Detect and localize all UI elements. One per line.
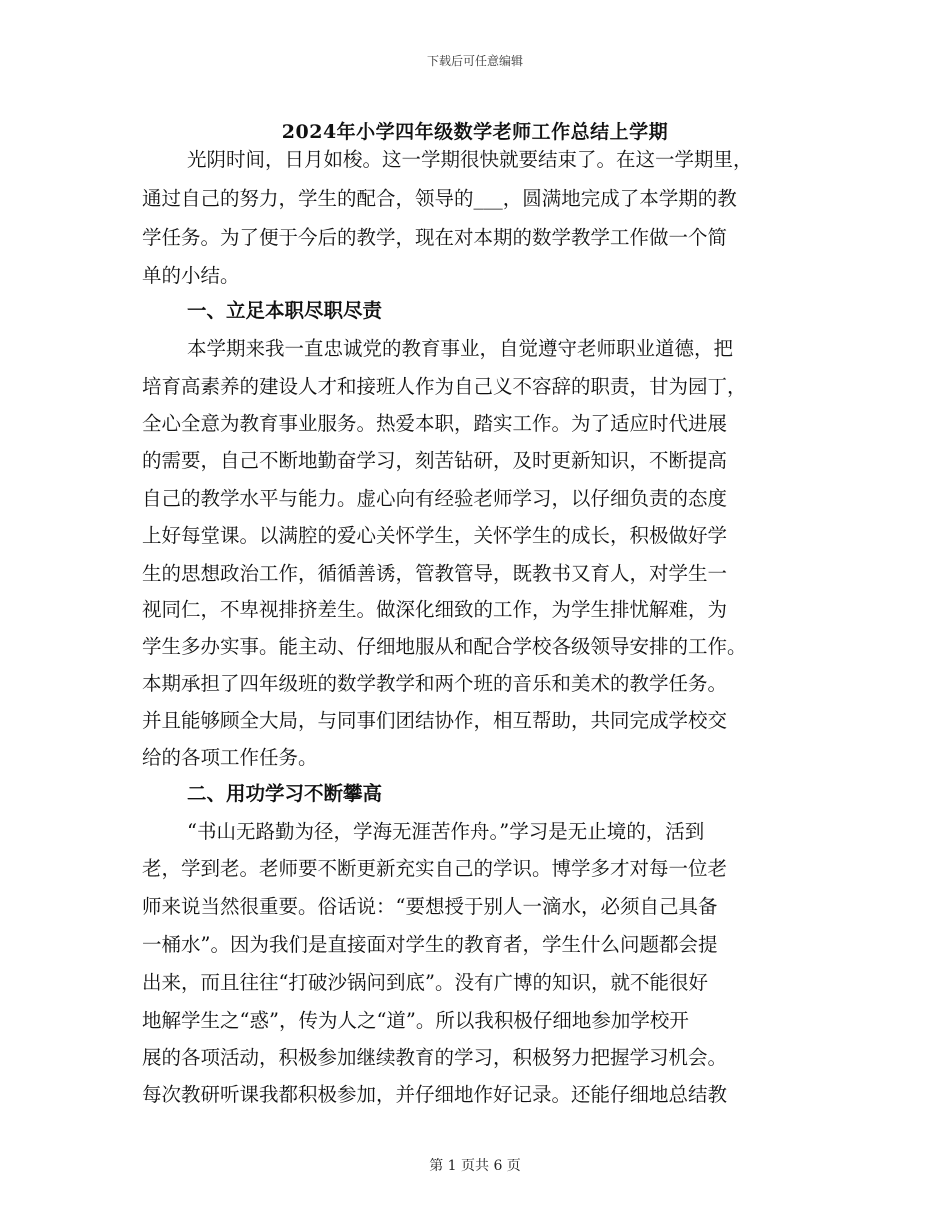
body-line: 每次教研听课我都积极参加，并仔细地作好记录。还能仔细地总结教 — [142, 1083, 728, 1106]
body-line: 生的思想政治工作，循循善诱，管教管导，既教书又育人，对学生一 — [142, 562, 728, 585]
body-line: 本学期来我一直忠诚党的教育事业，自觉遵守老师职业道德，把 — [187, 337, 734, 360]
body-line: 本期承担了四年级班的数学教学和两个班的音乐和美术的教学任务。 — [142, 672, 728, 695]
section-heading: 二、用功学习不断攀高 — [187, 782, 383, 805]
document-title: 2024年小学四年级数学老师工作总结上学期 — [281, 121, 669, 143]
body-line: 地解学生之“惑”，传为人之“道”。所以我积极仔细地参加学校开 — [142, 1009, 689, 1032]
body-line: 全心全意为教育事业服务。热爱本职，踏实工作。为了适应时代进展 — [142, 412, 728, 435]
page-header: 下载后可任意编辑 — [426, 54, 523, 68]
body-line: 单的小结。 — [142, 264, 240, 287]
body-line: 视同仁，不卑视排挤差生。做深化细致的工作，为学生排忧解难，为 — [142, 598, 728, 621]
body-line: “书山无路勤为径，学海无涯苦作舟。”学习是无止境的，活到 — [187, 820, 705, 843]
section-heading: 一、立足本职尽职尽责 — [187, 299, 383, 322]
body-line: 自己的教学水平与能力。虚心向有经验老师学习，以仔细负责的态度 — [142, 487, 728, 510]
body-line: 展的各项活动，积极参加继续教育的学习，积极努力把握学习机会。 — [142, 1046, 728, 1069]
body-line: 给的各项工作任务。 — [142, 746, 318, 769]
body-line: 上好每堂课。以满腔的爱心关怀学生，关怀学生的成长，积极做好学 — [142, 524, 728, 547]
body-line: 培育高素养的建设人才和接班人作为自己义不容辞的职责，甘为园丁， — [142, 375, 747, 398]
body-line: 出来，而且往往“打破沙锅问到底”。没有广博的知识，就不能很好 — [142, 971, 708, 994]
body-line: 并且能够顾全大局，与同事们团结协作，相互帮助，共同完成学校交 — [142, 709, 728, 732]
page-footer: 第 1 页共 6 页 — [429, 1158, 521, 1174]
body-line: 一桶水”。因为我们是直接面对学生的教育者，学生什么问题都会提 — [142, 933, 718, 956]
body-line: 学生多办实事。能主动、仔细地服从和配合学校各级领导安排的工作。 — [142, 635, 747, 658]
body-line: 学任务。为了便于今后的教学，现在对本期的数学教学工作做一个简 — [142, 226, 728, 249]
body-line: 光阴时间，日月如梭。这一学期很快就要结束了。在这一学期里， — [187, 148, 753, 171]
body-line: 老，学到老。老师要不断更新充实自己的学识。博学多才对每一位老 — [142, 857, 728, 880]
body-line: 通过自己的努力，学生的配合，领导的___，圆满地完成了本学期的教 — [142, 187, 737, 210]
body-line: 师来说当然很重要。俗话说：“要想授于别人一滴水，必须自己具备 — [142, 895, 718, 918]
body-line: 的需要，自己不断地勤奋学习，刻苦钻研，及时更新知识，不断提高 — [142, 449, 728, 472]
